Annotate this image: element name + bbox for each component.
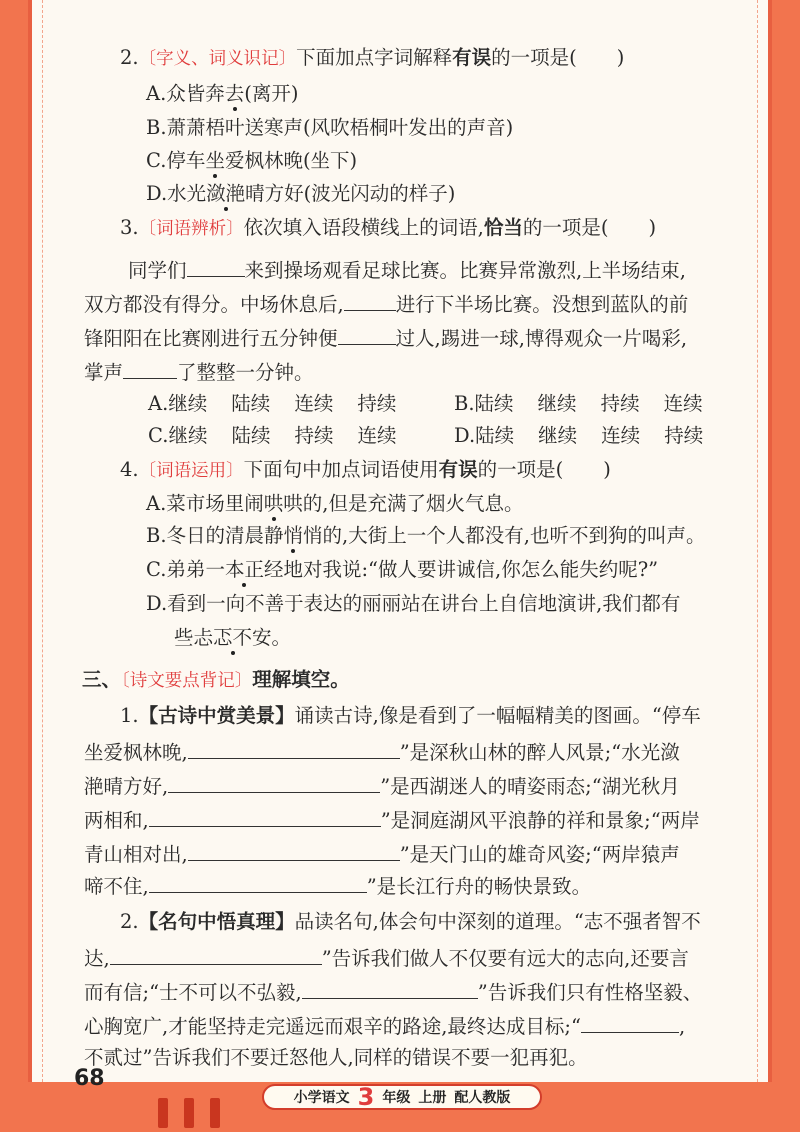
s3-p1-line-5: 青山相对出, ”是天门山的雄奇风姿;“两岸猿声	[84, 840, 680, 869]
q4-stem: 4.〔词语运用〕下面句中加点词语使用有误的一项是( )	[120, 458, 611, 481]
q3-tag: 〔词语辨析〕	[138, 219, 244, 239]
q3-blank-4[interactable]	[123, 358, 177, 379]
q3-option-c: C.继续 陆续 持续 连续	[148, 424, 397, 447]
s3-blank-1[interactable]	[188, 738, 400, 759]
s3-blank-3[interactable]	[149, 806, 381, 827]
q3-passage-line-1: 同学们 来到操场观看足球比赛。比赛异常激烈,上半场结束,	[128, 256, 686, 285]
section-3-tag: 〔诗文要点背记〕	[121, 671, 253, 691]
s3-blank-5[interactable]	[149, 872, 367, 893]
q3-passage-line-3: 锋阳阳在比赛刚进行五分钟便 过人,踢进一球,博得观众一片喝彩,	[84, 324, 687, 353]
q2-stem: 2.〔字义、词义识记〕下面加点字词解释有误的一项是( )	[120, 46, 625, 69]
footer-decoration	[158, 1098, 236, 1132]
s3-blank-7[interactable]	[302, 978, 478, 999]
s3-p2-line-1: 2.【名句中悟真理】品读名句,体会句中深刻的道理。“志不强者智不	[120, 910, 701, 933]
q3-blank-1[interactable]	[187, 256, 245, 277]
q4-option-b: B.冬日的清晨静悄悄的,大街上一个人都没有,也听不到狗的叫声。	[146, 524, 706, 547]
page-number: 68	[74, 1066, 105, 1091]
s3-p1-line-2: 坐爱枫林晚, ”是深秋山林的醉人风景;“水光潋	[84, 738, 680, 767]
q3-passage-line-4: 掌声 了整整一分钟。	[84, 358, 314, 387]
q4-option-a: A.菜市场里闹哄哄的,但是充满了烟火气息。	[146, 492, 524, 515]
s3-blank-6[interactable]	[110, 944, 322, 965]
q4-option-d-line-2: 些忐忑不安。	[174, 626, 292, 649]
q3-blank-2[interactable]	[344, 290, 396, 311]
s3-p1-line-6: 啼不住, ”是长江行舟的畅快景致。	[84, 872, 591, 901]
s3-p1-line-1: 1.【古诗中赏美景】诵读古诗,像是看到了一幅幅精美的图画。“停车	[120, 704, 701, 727]
s3-p2-line-2: 达, ”告诉我们做人不仅要有远大的志向,还要言	[84, 944, 689, 973]
q3-stem: 3.〔词语辨析〕依次填入语段横线上的词语,恰当的一项是( )	[120, 216, 657, 239]
q3-option-d: D.陆续 继续 连续 持续	[454, 424, 704, 447]
q2-option-a: A.众皆奔去(离开)	[146, 82, 299, 105]
q2-option-d: D.水光潋滟晴方好(波光闪动的样子)	[146, 182, 456, 205]
q3-option-b: B.陆续 继续 持续 连续	[454, 392, 703, 415]
s3-blank-8[interactable]	[581, 1012, 679, 1033]
q4-option-d-line-1: D.看到一向不善于表达的丽丽站在讲台上自信地演讲,我们都有	[146, 592, 681, 615]
q2-option-b: B.萧萧梧叶送寒声(风吹梧桐叶发出的声音)	[146, 116, 514, 139]
q3-blank-3[interactable]	[338, 324, 396, 345]
s3-blank-2[interactable]	[168, 772, 380, 793]
book-info-badge: 小学语文 3 年级 上册 配人教版	[262, 1084, 542, 1110]
q2-option-c: C.停车坐爱枫林晚(坐下)	[146, 149, 358, 172]
s3-p1-label: 【古诗中赏美景】	[138, 704, 295, 727]
q4-tag: 〔词语运用〕	[138, 461, 244, 481]
s3-p2-label: 【名句中悟真理】	[138, 910, 295, 933]
q2-tag: 〔字义、词义识记〕	[138, 49, 297, 69]
q3-option-a: A.继续 陆续 连续 持续	[148, 392, 397, 415]
section-3-heading: 三、〔诗文要点背记〕理解填空。	[82, 668, 350, 691]
q4-option-c: C.弟弟一本正经地对我说:“做人要讲诚信,你怎么能失约呢?”	[146, 558, 659, 581]
s3-p2-line-5: 不贰过”告诉我们不要迁怒他人,同样的错误不要一犯再犯。	[84, 1046, 588, 1069]
s3-p2-line-3: 而有信;“士不可以不弘毅, ”告诉我们只有性格坚毅、	[84, 978, 702, 1007]
s3-p1-line-3: 滟晴方好, ”是西湖迷人的晴姿雨态;“湖光秋月	[84, 772, 680, 801]
s3-blank-4[interactable]	[188, 840, 400, 861]
s3-p2-line-4: 心胸宽广,才能坚持走完遥远而艰辛的路途,最终达成目标;“ ,	[84, 1012, 685, 1041]
s3-p1-line-4: 两相和, ”是洞庭湖风平浪静的祥和景象;“两岸	[84, 806, 700, 835]
q3-passage-line-2: 双方都没有得分。中场休息后, 进行下半场比赛。没想到蓝队的前	[84, 290, 688, 319]
